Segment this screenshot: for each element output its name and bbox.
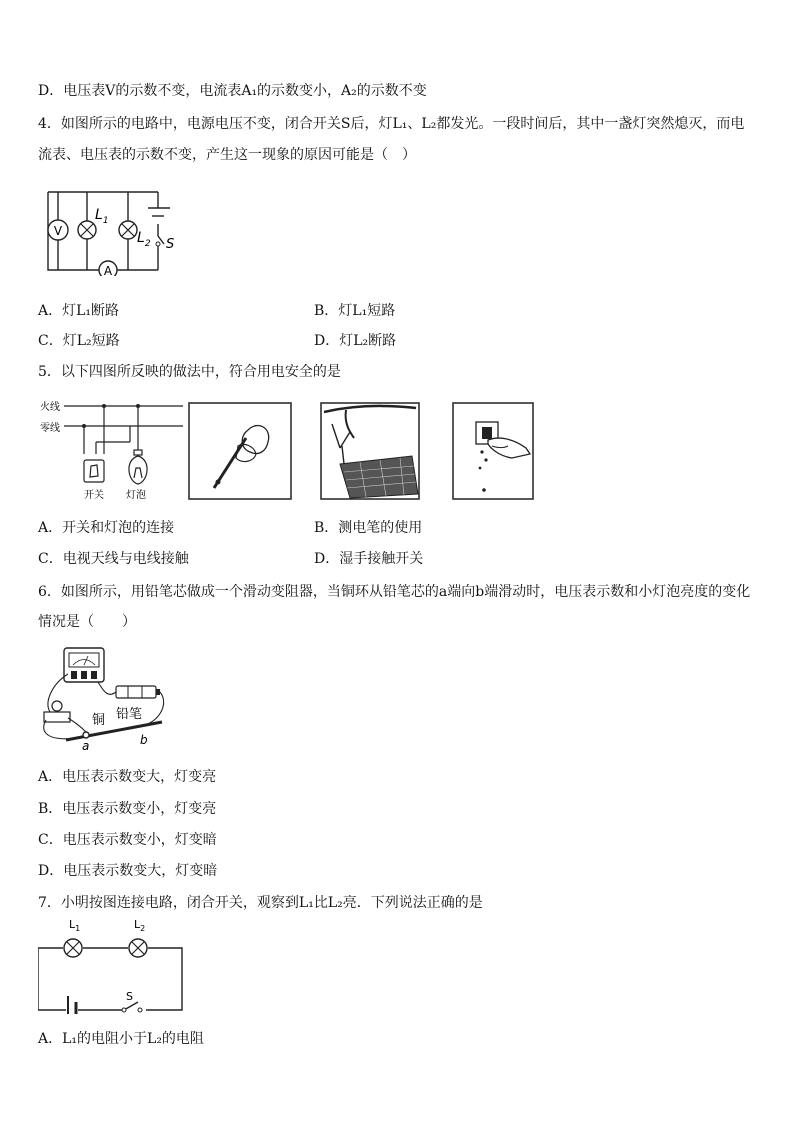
q5-wet-hand-switch-figure (452, 402, 534, 500)
q4-option-d: D．灯L₂断路 (314, 333, 397, 349)
q5-option-c: C．电视天线与电线接触 (38, 551, 189, 567)
q7-lamp-l1-icon (64, 939, 82, 957)
q7-lamp-l2-icon (129, 939, 147, 957)
q5-live-wire-label: 火线 (40, 402, 60, 413)
q7-switch-label: S (126, 990, 133, 1003)
q4-circuit-diagram (38, 186, 188, 276)
q6-option-c: C．电压表示数变小，灯变暗 (38, 832, 217, 848)
q4-voltmeter-label: V (53, 224, 63, 238)
q4-option-c: C．灯L₂短路 (38, 333, 120, 349)
q5-test-pen-figure (188, 402, 292, 500)
q4-ammeter-label: A (103, 264, 113, 276)
q5-option-d: D．湿手接触开关 (314, 551, 424, 567)
q7-option-a: A．L₁的电阻小于L₂的电阻 (38, 1031, 204, 1047)
q7-l2-label: $L_2$ (134, 918, 146, 933)
q5-switch-bulb-wiring-figure (38, 398, 188, 502)
q6-pencil-rheostat-figure (38, 644, 170, 752)
q6-option-a: A．电压表示数变大，灯变亮 (38, 769, 217, 785)
q7-l1-label: $L_1$ (69, 918, 81, 933)
q4-l1-label: $L_1$ (95, 207, 109, 226)
q6-stem-line-1: 6．如图所示，用铅笔芯做成一个滑动变阻器，当铜环从铅笔芯的a端向b端滑动时，电压表示数和小灯泡亮度的变化 (38, 584, 751, 600)
q5-option-a: A．开关和灯泡的连接 (38, 520, 175, 536)
q4-stem-line-1: 4．如图所示的电路中，电源电压不变，闭合开关S后，灯L₁、L₂都发光。一段时间后，其中一盏灯突然熄灭，而电 (38, 116, 745, 132)
q4-stem-line-2: 流表、电压表的示数不变，产生这一现象的原因可能是（ ） (38, 147, 416, 163)
q5-bulb-label: 灯泡 (126, 490, 146, 501)
q4-l2-label: $L_2$ (137, 230, 151, 249)
q4-lamp-l2-icon (119, 221, 137, 239)
q5-switch-label: 开关 (84, 490, 104, 501)
q6-voltmeter-icon (64, 648, 104, 682)
q6-copper-label: 铜 (92, 713, 106, 728)
q6-option-b: B．电压表示数变小，灯变亮 (38, 801, 217, 817)
q6-option-d: D．电压表示数变大，灯变暗 (38, 863, 218, 879)
q7-battery-icon (68, 996, 76, 1014)
q5-neutral-wire-label: 零线 (40, 423, 60, 434)
q6-battery-icon (116, 686, 160, 698)
q6-stem-line-2: 情况是（ ） (38, 614, 136, 630)
q6-pencil-label: 铅笔 (116, 707, 143, 722)
q4-option-a: A．灯L₁断路 (38, 303, 120, 319)
q4-switch-label: S (166, 237, 175, 252)
q3-option-d: D．电压表V的示数不变，电流表A₁的示数变小，A₂的示数不变 (38, 83, 427, 99)
q4-lamp-l1-icon (78, 221, 96, 239)
q7-stem: 7．小明按图连接电路，闭合开关，观察到L₁比L₂亮．下列说法正确的是 (38, 895, 483, 911)
q6-end-a-label: a (82, 739, 90, 752)
q5-antenna-wire-figure (320, 402, 420, 500)
q7-series-circuit-diagram (38, 914, 188, 1014)
q4-option-b: B．灯L₁短路 (314, 303, 396, 319)
q5-stem: 5．以下四图所反映的做法中，符合用电安全的是 (38, 364, 341, 380)
q5-option-b: B．测电笔的使用 (314, 520, 423, 536)
q6-end-b-label: b (140, 733, 148, 747)
